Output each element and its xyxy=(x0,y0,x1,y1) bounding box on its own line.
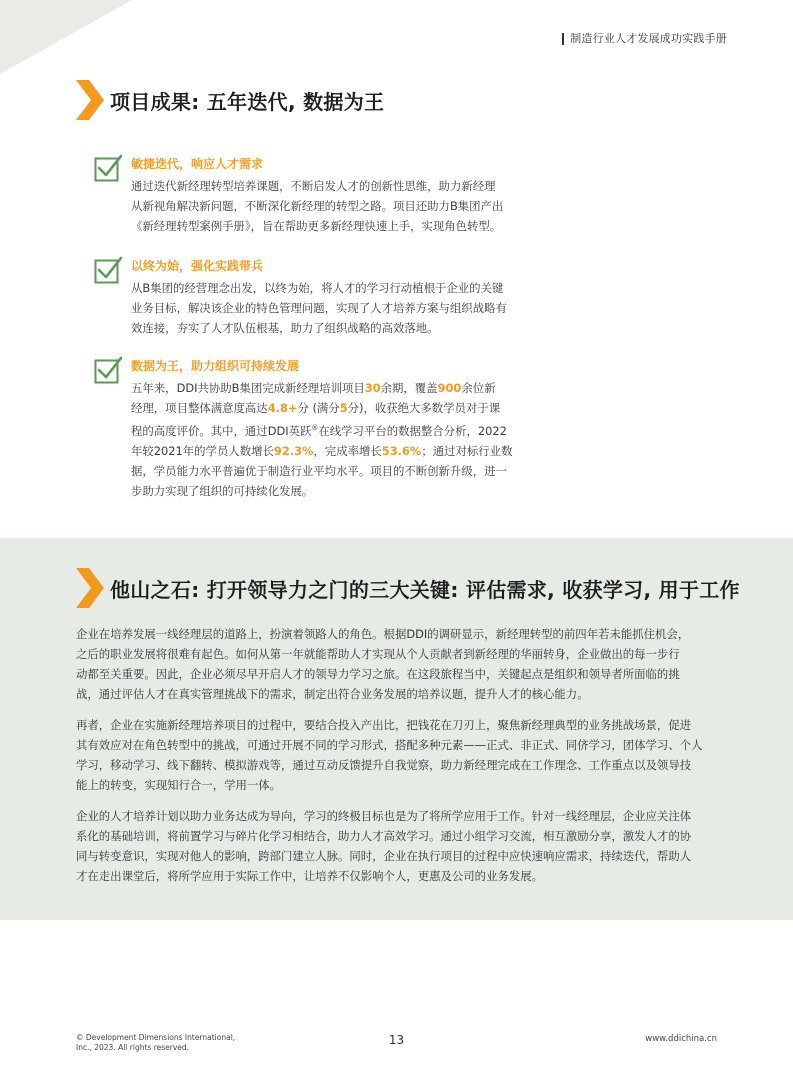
checkbox-checked-icon xyxy=(94,356,122,384)
checkbox-checked-icon xyxy=(94,154,122,182)
result-item-agile xyxy=(94,154,534,236)
header-doc-title: 制造行业人才发展成功实践手册 xyxy=(562,33,727,45)
section1-title: 项目成果: 五年迭代, 数据为王 xyxy=(110,89,385,114)
stat-max-score: 5 xyxy=(339,401,348,415)
stat-satisfaction: 4.8+ xyxy=(267,401,298,415)
checkbox-checked-icon xyxy=(94,256,122,284)
paragraph: 企业在培养发展一线经理层的道路上，扮演着领路人的角色。根据DDI的调研显示，新经理转型的前四年若未能抓住机会， 之后的职业发展将很难有起色。如何从第一年就能帮助人才实现从个人贡献者到新经理的华丽转身，企业做出的每一步行 动都至关重要。因此，企业必须尽早开启人才的领导力学习之旅。在这段旅程当中，关键起点是组织和领导者所面临的挑 战，通过评估人才在真实管理挑战下的需求，制定出符合业务发展的培养议题，提升人才的核心能力。 xyxy=(76,627,690,701)
section1-title-bar xyxy=(76,80,384,120)
paragraph: 再者，企业在实施新经理培养项目的过程中，要结合投入产出比，把钱花在刀刃上，聚焦新经理典型的业务挑战场景，促进 其有效应对在角色转型中的挑战，可通过开展不同的学习形式，搭配多种元素——正式、非正式、同侪学习，团体学习、个人 学习，移动学习、线下翻转、模拟游戏等，通过互动反馈提升自我觉察，助力新经理完成在工作理念、工作重点以及领导技 能上的转变，实现知行合一，学用一体。 xyxy=(76,718,703,792)
corner-decoration xyxy=(0,0,140,80)
stat-learner-growth: 92.3% xyxy=(273,443,314,458)
item-heading: 数据为王，助力组织可持续发展 xyxy=(131,359,300,373)
item-heading: 敏捷迭代，响应人才需求 xyxy=(131,157,264,171)
result-item-data xyxy=(94,356,534,501)
item-text: 通过迭代新经理转型培养课题，不断启发人才的创新性思维，助力新经理 从新视角解决新问题，不断深化新经理的转型之路。项目还助力B集团产出 《新经理转型案例手册》，旨在帮助更多新经理快速上手，实现角色转型。 xyxy=(131,179,504,233)
result-item-practice xyxy=(94,256,534,338)
chevron-right-icon xyxy=(76,568,104,608)
section2-body xyxy=(76,624,718,897)
section2-title-bar xyxy=(76,568,740,608)
item-text: 从B集团的经营理念出发，以终为始，将人才的学习行动植根于企业的关键 业务目标，解决该企业的特色管理问题，实现了人才培养方案与组织战略有 效连接，夯实了人才队伍根基，助力了组织战略的高效落地。 xyxy=(131,281,507,335)
stat-completion-growth: 53.6% xyxy=(381,443,422,458)
stat-managers: 900 xyxy=(437,381,462,395)
page-number: 13 xyxy=(388,1033,405,1047)
footer-website: www.ddichina.cn xyxy=(645,1034,717,1044)
item-heading: 以终为始，强化实践带兵 xyxy=(131,259,264,273)
stat-sessions: 30 xyxy=(364,381,381,395)
item-text: 五年来，DDI共协助B集团完成新经理培训项目30余期，覆盖900余位新 经理，项目整体满意度高达4.8+分 (满分5分)，收获绝大多数学员对于课 程的高度评价。其中，通过DDI英跃®在线学习平台的数据整合分析，2022 年较2021年的学员人数增长92.3%，完成率增长53.6%；通过对标行业数 据，学员能力水平普遍优于制造行业平均水平。项目的不断创新升级，进一 步助力实现了组织的可持续化发展。 xyxy=(131,381,513,498)
chevron-right-icon xyxy=(76,80,104,120)
paragraph: 企业的人才培养计划以助力业务达成为导向，学习的终极目标也是为了将所学应用于工作。针对一线经理层，企业应关注体 系化的基础培训，将前置学习与碎片化学习相结合，助力人才高效学习。通过小组学习交流，相互激励分享，激发人才的协 同与转变意识，实现对他人的影响，跨部门建立人脉。同时，企业在执行项目的过程中应快速响应需求，持续迭代，帮助人 才在走出课堂后，将所学应用于实际工作中，让培养不仅影响个人，更惠及公司的业务发展。 xyxy=(76,809,692,883)
section2-title: 他山之石: 打开领导力之门的三大关键: 评估需求, 收获学习, 用于工作 xyxy=(110,577,740,602)
footer-copyright: © Development Dimensions International, Inc., 2023. All rights reserved. xyxy=(76,1033,236,1052)
